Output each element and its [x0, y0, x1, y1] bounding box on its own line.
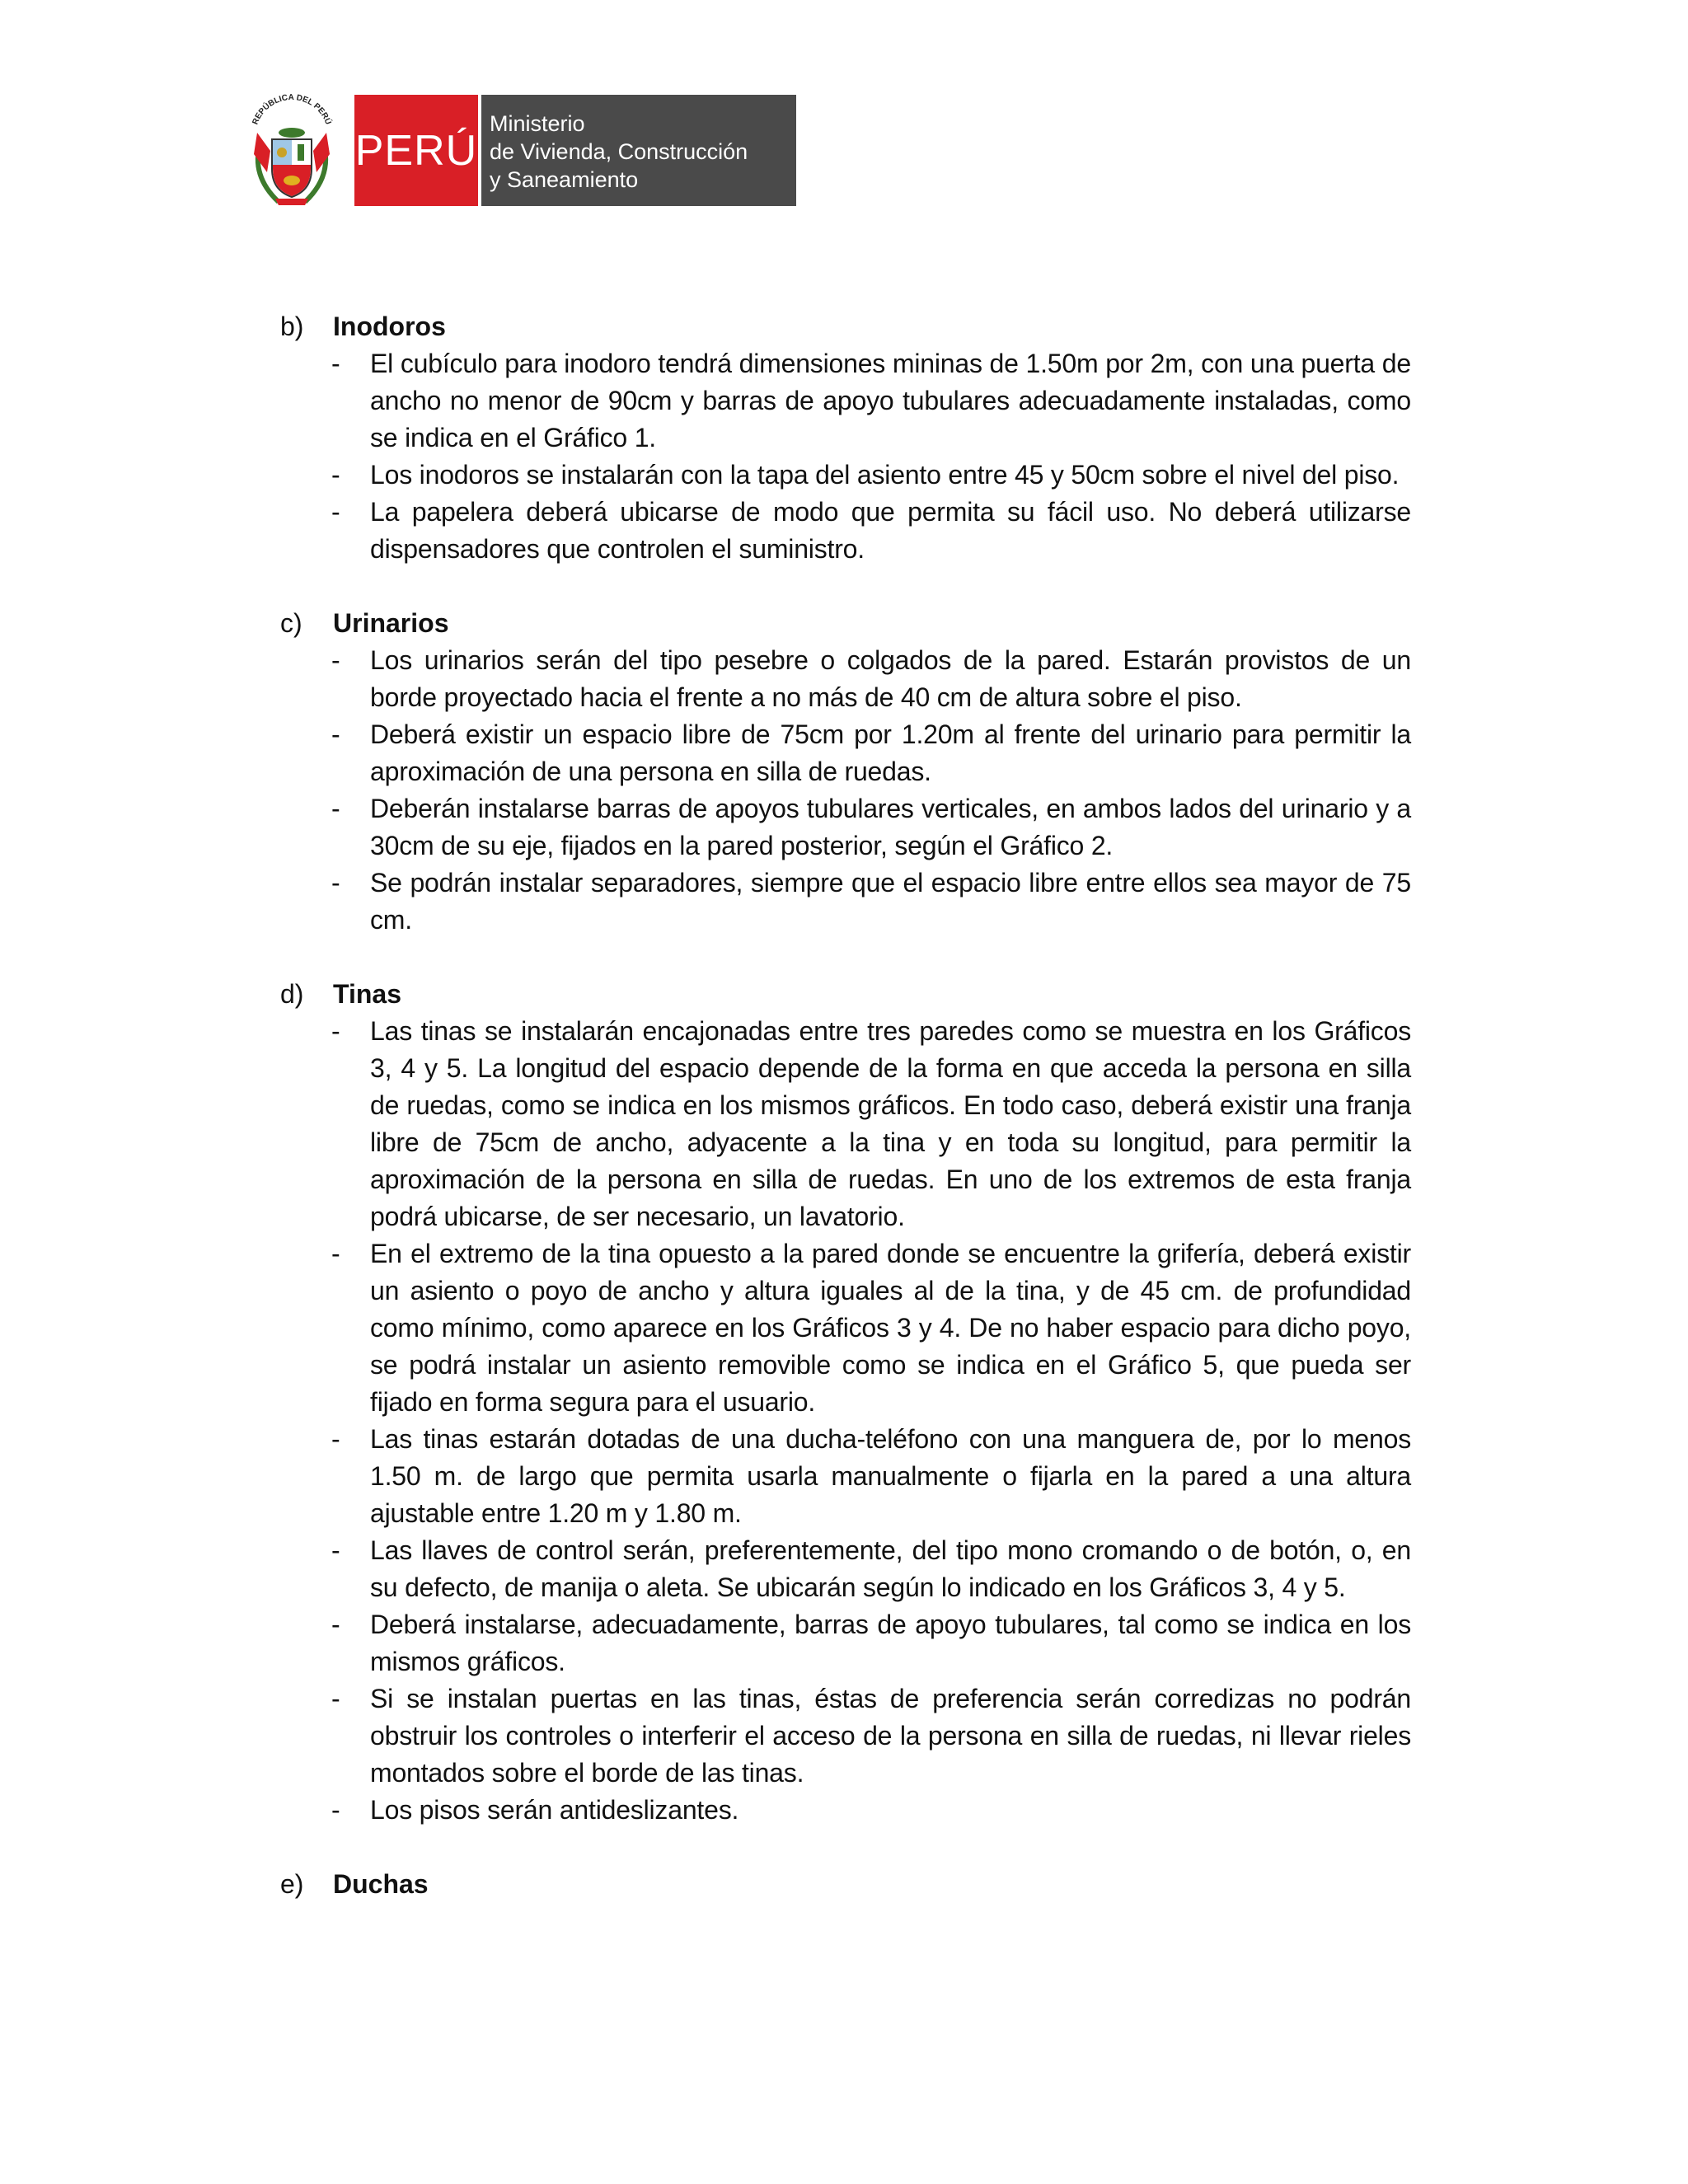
list-item — [280, 790, 1411, 865]
item-text: Deberá existir un espacio libre de 75cm por 1.20m al frente del urinario para permitir la aproximación de una persona en silla de ruedas. — [370, 719, 1411, 786]
item-marker: - — [331, 1795, 340, 1825]
item-list — [280, 642, 1411, 939]
svg-text:REPÚBLICA DEL PERÚ — [251, 93, 334, 126]
list-item — [280, 494, 1411, 568]
item-marker: - — [331, 1610, 340, 1639]
item-text: Las llaves de control serán, preferentemente, del tipo mono cromando o de botón, o, en su defecto, de manija o aleta. Se ubicarán según lo indicado en los Gráficos 3, 4 y 5. — [370, 1535, 1411, 1602]
list-item — [280, 1606, 1411, 1680]
ministry-header — [246, 93, 796, 209]
section-heading — [280, 976, 1411, 1013]
item-list — [280, 345, 1411, 568]
item-text: Las tinas estarán dotadas de una ducha-teléfono con una manguera de, por lo menos 1.50 m. de largo que permita usarla manualmente o fijarla en la pared a una altura ajustable entre 1.20 m y 1.80 m. — [370, 1424, 1411, 1528]
item-text: Los inodoros se instalarán con la tapa del asiento entre 45 y 50cm sobre el nivel del piso. — [370, 460, 1400, 490]
item-marker: - — [331, 1684, 340, 1713]
item-text: Los urinarios serán del tipo pesebre o colgados de la pared. Estarán provistos de un borde proyectado hacia el frente a no más de 40 cm de altura sobre el piso. — [370, 645, 1411, 712]
item-text: Si se instalan puertas en las tinas, éstas de preferencia serán corredizas no podrán obstruir los controles o interferir el acceso de la persona en silla de ruedas, ni llevar rieles montados sobre el borde de las tinas. — [370, 1684, 1411, 1788]
section-title: Urinarios — [333, 608, 449, 638]
item-marker: - — [331, 460, 340, 490]
section-duchas — [280, 1866, 1411, 1903]
item-marker: - — [331, 1424, 340, 1454]
list-item — [280, 642, 1411, 716]
section-heading — [280, 605, 1411, 642]
section-letter: e) — [280, 1869, 304, 1899]
coat-of-arms-icon — [246, 93, 338, 209]
section-title: Tinas — [333, 979, 401, 1009]
item-text: En el extremo de la tina opuesto a la pared donde se encuentre la grifería, deberá existir un asiento o poyo de ancho y altura iguales al de la tina, y de 45 cm. de profundidad como mínimo, como aparece en los Gráficos 3 y 4. De no haber espacio para dicho poyo, se podrá instalar un asiento removible como se indica en el Gráfico 5, que pueda ser fijado en forma segura para el usuario. — [370, 1239, 1411, 1417]
document-body — [280, 308, 1411, 1940]
item-text: Deberán instalarse barras de apoyos tubulares verticales, en ambos lados del urinario y a 30cm de su eje, fijados en la pared posterior, según el Gráfico 2. — [370, 794, 1411, 860]
list-item — [280, 865, 1411, 939]
ministry-line-2: de Vivienda, Construcción — [490, 139, 748, 164]
list-item — [280, 1421, 1411, 1532]
item-marker: - — [331, 719, 340, 749]
item-text: Los pisos serán antideslizantes. — [370, 1795, 739, 1825]
item-marker: - — [331, 645, 340, 675]
item-marker: - — [331, 1239, 340, 1268]
item-marker: - — [331, 794, 340, 823]
section-title: Inodoros — [333, 312, 446, 341]
list-item — [280, 1680, 1411, 1792]
ministry-line-1: Ministerio — [490, 111, 585, 136]
section-letter: d) — [280, 979, 304, 1009]
section-urinarios — [280, 605, 1411, 939]
ministry-line-3: y Saneamiento — [490, 167, 639, 192]
section-title: Duchas — [333, 1869, 429, 1899]
item-marker: - — [331, 497, 340, 527]
item-marker: - — [331, 349, 340, 378]
item-text: Deberá instalarse, adecuadamente, barras de apoyo tubulares, tal como se indica en los mismos gráficos. — [370, 1610, 1411, 1676]
list-item — [280, 1235, 1411, 1421]
item-text: El cubículo para inodoro tendrá dimensiones mininas de 1.50m por 2m, con una puerta de ancho no menor de 90cm y barras de apoyo tubulares adecuadamente instaladas, como se indica en el Gráfico 1. — [370, 349, 1411, 452]
section-letter: b) — [280, 312, 304, 341]
item-text: Las tinas se instalarán encajonadas entre tres paredes como se muestra en los Gráficos 3, 4 y 5. La longitud del espacio depende de la forma en que acceda la persona en silla de ruedas, como se indica en los mismos gráficos. En todo caso, deberá existir una franja libre de 75cm de ancho, adyacente a la tina y en toda su longitud, para permitir la aproximación de la persona en silla de ruedas. En uno de los extremos de esta franja podrá ubicarse, de ser necesario, un lavatorio. — [370, 1016, 1411, 1231]
list-item — [280, 457, 1411, 494]
list-item — [280, 345, 1411, 457]
list-item — [280, 1013, 1411, 1235]
item-text: La papelera deberá ubicarse de modo que permita su fácil uso. No deberá utilizarse dispensadores que controlen el suministro. — [370, 497, 1411, 564]
item-marker: - — [331, 1535, 340, 1565]
item-text: Se podrán instalar separadores, siempre que el espacio libre entre ellos sea mayor de 75 cm. — [370, 868, 1411, 935]
list-item — [280, 1532, 1411, 1606]
section-heading — [280, 308, 1411, 345]
section-inodoros — [280, 308, 1411, 568]
item-list — [280, 1013, 1411, 1829]
section-letter: c) — [280, 608, 302, 638]
item-marker: - — [331, 1016, 340, 1046]
list-item — [280, 1792, 1411, 1829]
emblem-text: REPÚBLICA DEL PERÚ — [251, 93, 333, 126]
ministry-name — [481, 95, 796, 206]
brand-label: PERÚ — [354, 126, 478, 175]
item-marker: - — [331, 868, 340, 898]
brand-peru — [354, 95, 478, 206]
section-tinas — [280, 976, 1411, 1829]
section-heading — [280, 1866, 1411, 1903]
list-item — [280, 716, 1411, 790]
